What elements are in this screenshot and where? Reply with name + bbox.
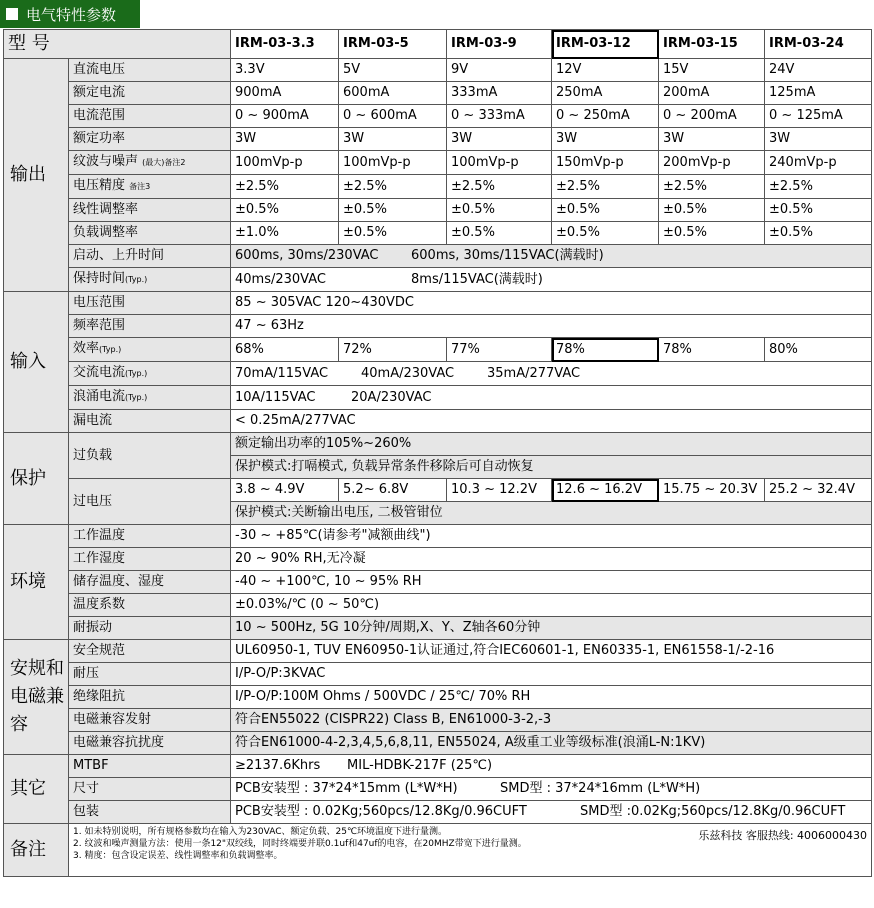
model-6: IRM-03-24 bbox=[765, 30, 872, 59]
env-value: 10 ~ 500Hz, 5G 10分钟/周期,X、Y、Z轴各60分钟 bbox=[231, 617, 872, 640]
cell: 0 ~ 250mA bbox=[552, 105, 659, 128]
pack-values bbox=[231, 801, 872, 824]
cell: 0 ~ 125mA bbox=[765, 105, 872, 128]
row-label-text: 效率 bbox=[73, 341, 100, 356]
cell: 0 ~ 200mA bbox=[659, 105, 765, 128]
row-label: 额定功率 bbox=[69, 128, 231, 151]
row-label: 负载调整率 bbox=[69, 222, 231, 245]
cell: 900mA bbox=[231, 82, 339, 105]
cell: 24V bbox=[765, 59, 872, 82]
cell: ±0.5% bbox=[339, 199, 447, 222]
row-label: 线性调整率 bbox=[69, 199, 231, 222]
mtbf-values bbox=[231, 755, 872, 778]
cell: ±2.5% bbox=[659, 175, 765, 199]
ac-c: 35mA/277VAC bbox=[487, 365, 581, 381]
cell: ±0.5% bbox=[659, 222, 765, 245]
category-safety-emc: 安规和电磁兼容 bbox=[4, 640, 69, 755]
hold-values bbox=[231, 268, 872, 292]
cell: 200mA bbox=[659, 82, 765, 105]
row-label: 储存温度、湿度 bbox=[69, 571, 231, 594]
row-label: 安全规范 bbox=[69, 640, 231, 663]
cell: 100mVp-p bbox=[447, 151, 552, 175]
cell: 10.3 ~ 12.2V bbox=[447, 479, 552, 502]
env-value: -40 ~ +100℃, 10 ~ 95% RH bbox=[231, 571, 872, 594]
mtbf-a: ≥2137.6Khrs bbox=[235, 758, 321, 773]
model-label: 型 号 bbox=[4, 30, 231, 59]
cell: ±0.5% bbox=[447, 199, 552, 222]
cell: 0 ~ 600mA bbox=[339, 105, 447, 128]
row-label: 电压范围 bbox=[69, 292, 231, 315]
row-label bbox=[69, 151, 231, 175]
size-values bbox=[231, 778, 872, 801]
cell: ±1.0% bbox=[231, 222, 339, 245]
safety-value: 符合EN61000-4-2,3,4,5,6,8,11, EN55024, A级重工业等级标准(浪涌L-N:1KV) bbox=[231, 732, 872, 755]
cell: 200mVp-p bbox=[659, 151, 765, 175]
category-output: 输出 bbox=[4, 59, 69, 292]
cell: 15.75 ~ 20.3V bbox=[659, 479, 765, 502]
section-title-bar bbox=[0, 0, 140, 28]
cell: 25.2 ~ 32.4V bbox=[765, 479, 872, 502]
row-label: 过负载 bbox=[69, 433, 231, 479]
note-line: 2. 纹波和噪声测量方法：使用一条12"双绞线，同时终端要并联0.1uf和47uf的电容，在20MHZ带宽下进行量测。 bbox=[73, 839, 527, 849]
row-label: MTBF bbox=[69, 755, 231, 778]
inrush-a: 10A/115VAC bbox=[235, 389, 316, 405]
note-line: 3. 精度：包含设定误差、线性调整率和负载调整率。 bbox=[73, 851, 283, 861]
startup-b: 600ms, 30ms/115VAC(满载时) bbox=[411, 248, 604, 263]
overload-line2: 保护模式:打嗝模式, 负载异常条件移除后可自动恢复 bbox=[231, 456, 872, 479]
cell: 3W bbox=[659, 128, 765, 151]
cell: 3W bbox=[765, 128, 872, 151]
ac-values bbox=[231, 362, 872, 386]
notes-cell bbox=[69, 824, 872, 877]
vrange-values bbox=[231, 292, 872, 315]
cell: 78% bbox=[659, 338, 765, 362]
row-label: 启动、上升时间 bbox=[69, 245, 231, 268]
cell: 12.6 ~ 16.2V bbox=[552, 479, 659, 502]
safety-value: 符合EN55022 (CISPR22) Class B, EN61000-3-2,-3 bbox=[231, 709, 872, 732]
env-value: 20 ~ 90% RH,无冷凝 bbox=[231, 548, 872, 571]
cell: 150mVp-p bbox=[552, 151, 659, 175]
leak-value: < 0.25mA/277VAC bbox=[231, 410, 872, 433]
row-label: 温度系数 bbox=[69, 594, 231, 617]
ac-b: 40mA/230VAC bbox=[361, 365, 455, 381]
notes-wrap bbox=[73, 826, 871, 862]
safety-value: UL60950-1, TUV EN60950-1认证通过,符合IEC60601-1, EN60335-1, EN61558-1/-2-16 bbox=[231, 640, 872, 663]
category-protection: 保护 bbox=[4, 433, 69, 525]
cell: 77% bbox=[447, 338, 552, 362]
cell: 333mA bbox=[447, 82, 552, 105]
mtbf-b: MIL-HDBK-217F (25℃) bbox=[347, 758, 493, 773]
category-notes: 备注 bbox=[4, 824, 69, 877]
cell: ±2.5% bbox=[339, 175, 447, 199]
row-label: 直流电压 bbox=[69, 59, 231, 82]
cell: 3.8 ~ 4.9V bbox=[231, 479, 339, 502]
cell: ±2.5% bbox=[765, 175, 872, 199]
row-label: 电磁兼容发射 bbox=[69, 709, 231, 732]
cell: 100mVp-p bbox=[339, 151, 447, 175]
cell: 3W bbox=[231, 128, 339, 151]
cell: ±0.5% bbox=[765, 222, 872, 245]
row-label: 频率范围 bbox=[69, 315, 231, 338]
cell: ±0.5% bbox=[659, 199, 765, 222]
cell: 12V bbox=[552, 59, 659, 82]
cell: 15V bbox=[659, 59, 765, 82]
row-label: 工作湿度 bbox=[69, 548, 231, 571]
cell: 5V bbox=[339, 59, 447, 82]
row-label-note: (Typ.) bbox=[125, 369, 148, 378]
row-label: 电磁兼容抗扰度 bbox=[69, 732, 231, 755]
row-label: 额定电流 bbox=[69, 82, 231, 105]
cell: ±0.5% bbox=[552, 222, 659, 245]
cell: 68% bbox=[231, 338, 339, 362]
row-label: 过电压 bbox=[69, 479, 231, 525]
row-label-note: (Typ.) bbox=[99, 345, 122, 354]
cell: 600mA bbox=[339, 82, 447, 105]
startup-values bbox=[231, 245, 872, 268]
cell: 240mVp-p bbox=[765, 151, 872, 175]
row-label-text: 保持时间 bbox=[73, 271, 126, 286]
row-label-note: (Typ.) bbox=[125, 275, 148, 284]
startup-a: 600ms, 30ms/230VAC bbox=[235, 248, 379, 263]
overload-line1: 额定输出功率的105%~260% bbox=[231, 433, 872, 456]
row-label: 电流范围 bbox=[69, 105, 231, 128]
inrush-b: 20A/230VAC bbox=[351, 389, 432, 405]
row-label: 包装 bbox=[69, 801, 231, 824]
row-label: 绝缘阻抗 bbox=[69, 686, 231, 709]
ac-a: 70mA/115VAC bbox=[235, 365, 329, 381]
env-value: ±0.03%/℃ (0 ~ 50℃) bbox=[231, 594, 872, 617]
row-label: 漏电流 bbox=[69, 410, 231, 433]
model-3: IRM-03-9 bbox=[447, 30, 552, 59]
cell: 72% bbox=[339, 338, 447, 362]
overvoltage-mode: 保护模式:关断输出电压, 二极管钳位 bbox=[231, 502, 872, 525]
cell: ±2.5% bbox=[447, 175, 552, 199]
cell: 100mVp-p bbox=[231, 151, 339, 175]
model-1: IRM-03-3.3 bbox=[231, 30, 339, 59]
size-a: PCB安装型 : 37*24*15mm (L*W*H) bbox=[235, 781, 458, 796]
row-label-text: 纹波与噪声 bbox=[73, 154, 139, 169]
category-other: 其它 bbox=[4, 755, 69, 824]
row-label-note: (Typ.) bbox=[125, 393, 148, 402]
cell: ±0.5% bbox=[765, 199, 872, 222]
vrange-a: 85 ~ 305VAC bbox=[235, 295, 322, 310]
safety-value: I/P-O/P:3KVAC bbox=[231, 663, 872, 686]
cell: ±2.5% bbox=[552, 175, 659, 199]
pack-b: SMD型 :0.02Kg;560pcs/12.8Kg/0.96CUFT bbox=[580, 804, 846, 819]
row-label bbox=[69, 386, 231, 410]
row-label-text: 浪涌电流 bbox=[73, 389, 126, 404]
note-line: 1. 如未特别说明，所有规格参数均在输入为230VAC、额定负载、25℃环境温度下进行量测。 bbox=[73, 827, 448, 837]
row-label-note: (最大)备注2 bbox=[142, 158, 186, 167]
cell: 9V bbox=[447, 59, 552, 82]
cell: ±0.5% bbox=[447, 222, 552, 245]
row-label bbox=[69, 362, 231, 386]
category-input: 输入 bbox=[4, 292, 69, 433]
cell: ±0.5% bbox=[552, 199, 659, 222]
section-title: 电气特性参数 bbox=[26, 5, 117, 24]
hold-b: 8ms/115VAC(满载时) bbox=[411, 271, 543, 287]
cell: 80% bbox=[765, 338, 872, 362]
row-label bbox=[69, 268, 231, 292]
size-b: SMD型 : 37*24*16mm (L*W*H) bbox=[500, 781, 701, 796]
cell: 0 ~ 333mA bbox=[447, 105, 552, 128]
row-label bbox=[69, 338, 231, 362]
pack-a: PCB安装型 : 0.02Kg;560pcs/12.8Kg/0.96CUFT bbox=[235, 804, 527, 819]
row-label-note: 备注3 bbox=[129, 182, 151, 191]
square-icon bbox=[6, 8, 18, 20]
cell: 3.3V bbox=[231, 59, 339, 82]
cell: 78% bbox=[552, 338, 659, 362]
spec-table bbox=[3, 29, 872, 877]
hold-a: 40ms/230VAC bbox=[235, 271, 326, 287]
env-value: -30 ~ +85℃(请参考"减额曲线") bbox=[231, 525, 872, 548]
cell: 3W bbox=[552, 128, 659, 151]
row-label bbox=[69, 175, 231, 199]
inrush-values bbox=[231, 386, 872, 410]
cell: 250mA bbox=[552, 82, 659, 105]
row-label: 耐振动 bbox=[69, 617, 231, 640]
model-5: IRM-03-15 bbox=[659, 30, 765, 59]
model-4: IRM-03-12 bbox=[552, 30, 659, 59]
row-label: 工作温度 bbox=[69, 525, 231, 548]
cell: 5.2~ 6.8V bbox=[339, 479, 447, 502]
row-label-text: 交流电流 bbox=[73, 365, 126, 380]
vrange-b: 120~430VDC bbox=[325, 295, 414, 310]
cell: ±2.5% bbox=[231, 175, 339, 199]
cell: 3W bbox=[339, 128, 447, 151]
cell: 3W bbox=[447, 128, 552, 151]
cell: 125mA bbox=[765, 82, 872, 105]
hotline: 乐兹科技 客服热线: 4006000430 bbox=[698, 829, 868, 842]
cell: 0 ~ 900mA bbox=[231, 105, 339, 128]
category-environment: 环境 bbox=[4, 525, 69, 640]
cell: ±0.5% bbox=[231, 199, 339, 222]
safety-value: I/P-O/P:100M Ohms / 500VDC / 25℃/ 70% RH bbox=[231, 686, 872, 709]
row-label-text: 电压精度 bbox=[73, 178, 126, 193]
row-label: 尺寸 bbox=[69, 778, 231, 801]
model-2: IRM-03-5 bbox=[339, 30, 447, 59]
row-label: 耐压 bbox=[69, 663, 231, 686]
freq-value: 47 ~ 63Hz bbox=[231, 315, 872, 338]
cell: ±0.5% bbox=[339, 222, 447, 245]
